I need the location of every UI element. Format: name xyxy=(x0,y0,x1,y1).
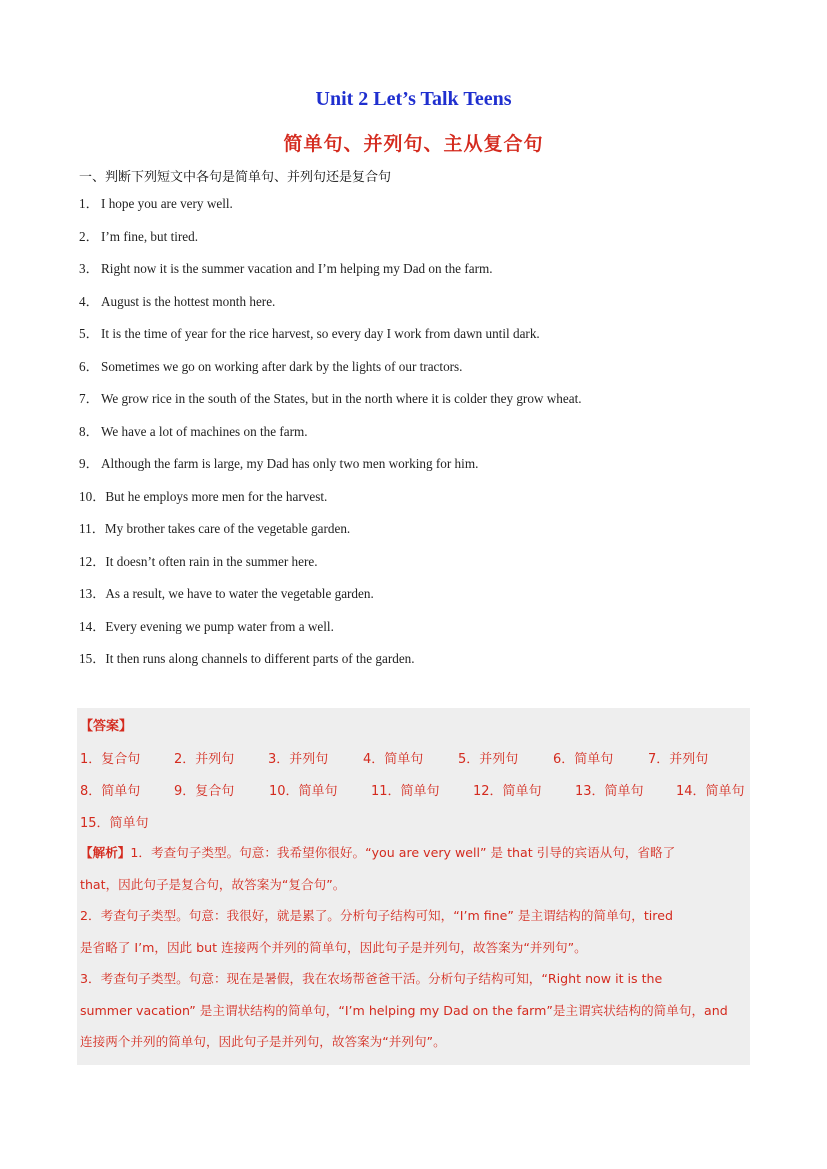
question-number: 1． xyxy=(79,196,99,211)
answer-row xyxy=(80,780,750,799)
question-item xyxy=(79,651,759,684)
question-text: Sometimes we go on working after dark by the lights of our tractors. xyxy=(101,358,463,374)
explanation-line: summer vacation” 是主谓状结构的简单句，“I’m helping my Dad on the farm”是主谓宾状结构的简单句，and xyxy=(80,1002,728,1018)
explanation-line xyxy=(80,837,748,869)
question-item xyxy=(79,586,759,619)
answer-label: 【答案】 xyxy=(80,719,133,734)
question-text: As a result, we have to water the vegetable garden. xyxy=(105,586,374,601)
question-item xyxy=(79,424,759,457)
question-item xyxy=(79,391,759,424)
answer-item: 15．简单句 xyxy=(80,816,149,831)
explanation-line: 是省略了 I’m，因此 but 连接两个并列的简单句，因此句子是并列句，故答案为“并列句”。 xyxy=(80,939,587,955)
question-number: 5． xyxy=(79,326,99,341)
question-number: 13． xyxy=(79,586,106,601)
answer-item: 10．简单句 xyxy=(269,784,338,799)
answer-item: 9．复合句 xyxy=(174,784,235,799)
question-text: Every evening we pump water from a well. xyxy=(105,618,334,634)
question-text: Although the farm is large, my Dad has only two men working for him. xyxy=(101,456,479,471)
explanation-line: that，因此句子是复合句，故答案为“复合句”。 xyxy=(80,876,346,892)
question-number: 3． xyxy=(79,261,99,276)
question-number: 15． xyxy=(79,651,106,666)
question-list xyxy=(79,196,759,684)
question-item xyxy=(79,521,759,554)
answer-item: 6．简单句 xyxy=(553,752,614,767)
page-subtitle: 简单句、并列句、主从复合句 xyxy=(283,133,544,155)
question-text: August is the hottest month here. xyxy=(101,293,276,309)
question-number: 8． xyxy=(79,423,99,439)
question-number: 14． xyxy=(79,618,106,634)
answer-item: 1．复合句 xyxy=(80,752,141,767)
question-number: 10． xyxy=(79,488,106,504)
page-title: Unit 2 Let’s Talk Teens xyxy=(315,88,512,110)
section-heading: 一、判断下列短文中各句是简单句、并列句还是复合句 xyxy=(79,170,392,185)
question-item xyxy=(79,196,759,229)
question-number: 6． xyxy=(79,358,99,374)
question-text: It doesn’t often rain in the summer here. xyxy=(105,553,318,569)
answer-item: 7．并列句 xyxy=(648,752,709,767)
answer-item: 14．简单句 xyxy=(676,784,745,799)
answer-item: 2．并列句 xyxy=(174,752,235,767)
explanation-text: 1．考查句子类型。句意：我希望你很好。“you are very well” 是 that 引导的宾语从句，省略了 xyxy=(130,845,676,860)
explanation-label: 【解析】 xyxy=(80,845,131,860)
question-text: My brother takes care of the vegetable garden. xyxy=(104,521,351,536)
question-number: 7． xyxy=(79,391,99,406)
question-item xyxy=(79,326,759,359)
explanation-line: 2．考查句子类型。句意：我很好，就是累了。分析句子结构可知，“I’m fine” 是主谓结构的简单句，tired xyxy=(80,908,673,923)
question-number: 12． xyxy=(79,553,106,569)
question-item xyxy=(79,554,759,587)
question-text: We have a lot of machines on the farm. xyxy=(101,423,308,439)
answer-item: 8．简单句 xyxy=(80,784,141,799)
explanation xyxy=(80,837,748,1058)
question-text: But he employs more men for the harvest. xyxy=(105,488,328,504)
question-item xyxy=(79,489,759,522)
explanation-line: 连接两个并列的简单句，因此句子是并列句，故答案为“并列句”。 xyxy=(80,1034,446,1049)
question-item xyxy=(79,619,759,652)
question-number: 11． xyxy=(79,521,105,536)
answer-item: 13．简单句 xyxy=(575,784,644,799)
question-text: I’m fine, but tired. xyxy=(101,228,199,244)
question-number: 4． xyxy=(79,293,99,309)
question-text: Right now it is the summer vacation and I’m helping my Dad on the farm. xyxy=(101,261,493,276)
question-number: 2． xyxy=(79,228,99,244)
question-item xyxy=(79,294,759,327)
question-number: 9． xyxy=(79,456,99,471)
question-item xyxy=(79,261,759,294)
question-item xyxy=(79,456,759,489)
question-item xyxy=(79,359,759,392)
answer-row xyxy=(80,812,750,831)
answer-row xyxy=(80,748,750,767)
answer-item: 3．并列句 xyxy=(268,752,329,767)
question-text: I hope you are very well. xyxy=(101,196,233,211)
explanation-line: 3．考查句子类型。句意：现在是暑假，我在农场帮爸爸干活。分析句子结构可知，“Right now it is the xyxy=(80,971,663,986)
answer-item: 12．简单句 xyxy=(473,784,542,799)
answer-item: 5．并列句 xyxy=(458,752,519,767)
answer-box xyxy=(77,708,750,1065)
answer-item: 11．简单句 xyxy=(371,784,440,799)
answer-item: 4．简单句 xyxy=(363,752,424,767)
question-text: It then runs along channels to different parts of the garden. xyxy=(105,651,415,666)
question-text: It is the time of year for the rice harvest, so every day I work from dawn until dark. xyxy=(101,326,540,341)
question-text: We grow rice in the south of the States, but in the north where it is colder they grow wheat. xyxy=(101,391,582,406)
question-item xyxy=(79,229,759,262)
